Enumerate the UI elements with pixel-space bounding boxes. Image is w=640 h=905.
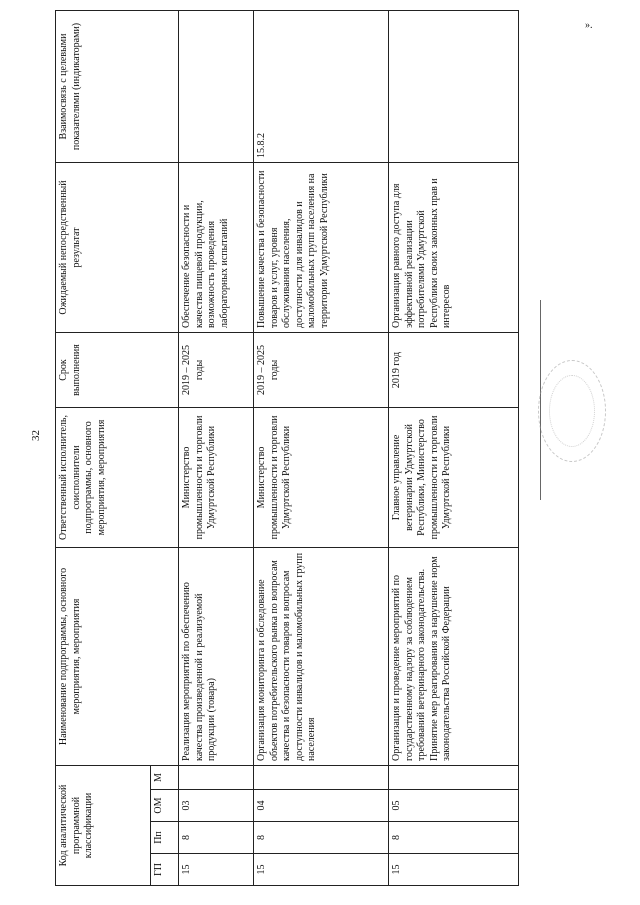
cell-result: Организация равного доступа для эффективной реализации потребителями Удмуртской Республики своих законных прав и интересов xyxy=(389,162,519,332)
cell-om: 04 xyxy=(254,790,389,822)
cell-pp: 8 xyxy=(254,822,389,854)
cell-result: Обеспечение безопасности и качества пищевой продукции, возможность проведения лабораторных испытаний xyxy=(179,162,254,332)
cell-pp: 8 xyxy=(179,822,254,854)
cell-term: 2019 – 2025 годы xyxy=(179,332,254,407)
cell-m xyxy=(179,765,254,789)
header-responsible: Ответственный исполнитель, соисполнители подпрограммы, основного мероприятия, мероприятия xyxy=(56,407,179,547)
header-code-group: Код аналитической программной классификации xyxy=(56,765,151,885)
header-om: ОМ xyxy=(151,790,179,822)
cell-om: 03 xyxy=(179,790,254,822)
cell-m xyxy=(254,765,389,789)
program-activities-table xyxy=(55,10,519,886)
cell-name: Организация мониторинга и обследование объектов потребительского рынка по вопросам качества и безопасности товаров и вопросам доступности инвалидов и маломобильных групп населения xyxy=(254,547,389,765)
rotated-table-container xyxy=(55,11,575,886)
cell-m xyxy=(389,765,519,789)
cell-link: 15.8.2 xyxy=(254,10,389,162)
header-gp: ГП xyxy=(151,854,179,886)
cell-link xyxy=(179,10,254,162)
cell-term: 2019 год xyxy=(389,332,519,407)
cell-result: Повышение качества и безопасности товаров и услуг, уровня обслуживания населения, доступности для инвалидов и маломобильных групп населения на территории Удмуртской Республики xyxy=(254,162,389,332)
cell-responsible: Министерство промышленности и торговли Удмуртской Республики xyxy=(179,407,254,547)
cell-responsible: Главное управление ветеринарии Удмуртской Республики, Министерство промышленности и торговли Удмуртской Республики xyxy=(389,407,519,547)
cell-term: 2019 – 2025 годы xyxy=(254,332,389,407)
cell-gp: 15 xyxy=(179,854,254,886)
header-name: Наименование подпрограммы, основного мероприятия, мероприятия xyxy=(56,547,179,765)
table-row xyxy=(254,10,389,885)
header-m: М xyxy=(151,765,179,789)
page-number: 32 xyxy=(30,430,42,441)
cell-name: Реализация мероприятий по обеспечению качества произведенной и реализуемой продукции (товара) xyxy=(179,547,254,765)
cell-pp: 8 xyxy=(389,822,519,854)
cell-gp: 15 xyxy=(254,854,389,886)
table-row xyxy=(389,10,519,885)
cell-name: Организация и проведение мероприятий по государственному надзору за соблюдением требований ветеринарного законодательства. Принятие мер реагирования за нарушение норм законодательства Российской Федерации xyxy=(389,547,519,765)
table-row xyxy=(179,10,254,885)
cell-om: 05 xyxy=(389,790,519,822)
cell-responsible: Министерство промышленности и торговли Удмуртской Республики xyxy=(254,407,389,547)
closing-quote: ». xyxy=(585,20,593,31)
cell-gp: 15 xyxy=(389,854,519,886)
cell-link xyxy=(389,10,519,162)
header-link: Взаимосвязь с целевыми показателями (индикаторами) xyxy=(56,10,179,162)
header-result: Ожидаемый непосредственный результат xyxy=(56,162,179,332)
header-term: Срок выполнения xyxy=(56,332,179,407)
header-pp: Пп xyxy=(151,822,179,854)
